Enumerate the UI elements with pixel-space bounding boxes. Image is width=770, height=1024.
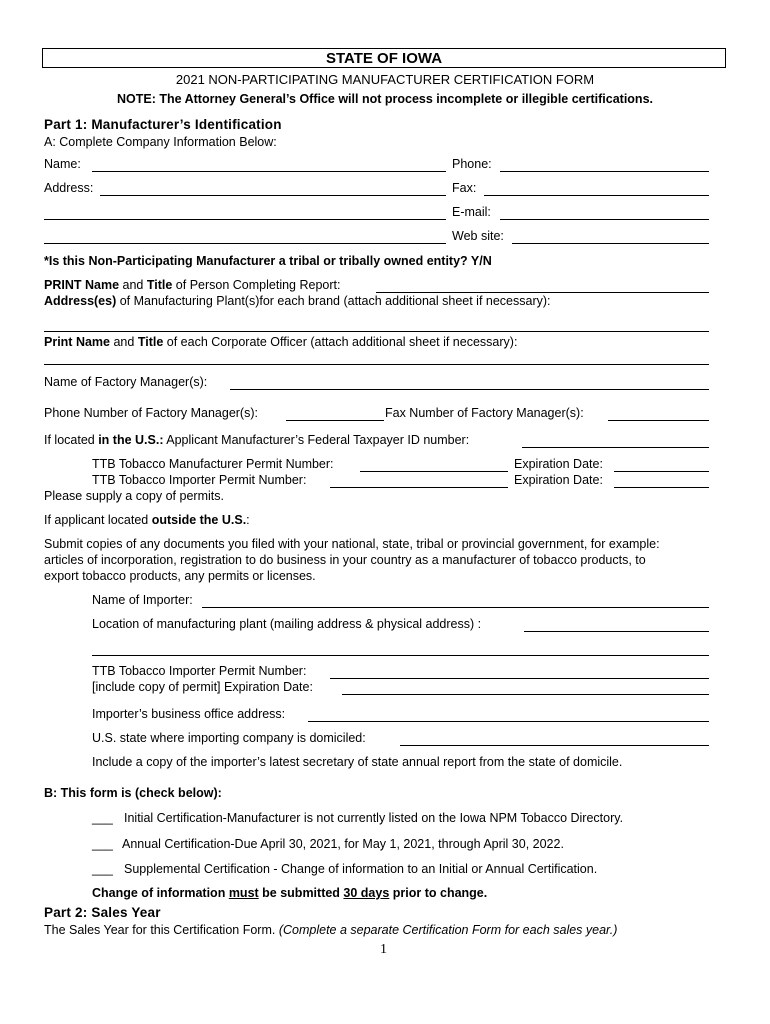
name-field[interactable]: [92, 171, 446, 172]
factory-phone-field[interactable]: [286, 420, 384, 421]
plant-address-field[interactable]: [44, 331, 709, 332]
print-name-rest: of Person Completing Report:: [172, 278, 341, 292]
factory-fax-field[interactable]: [608, 420, 709, 421]
outside-bold: outside the U.S.: [151, 513, 247, 527]
mfr-expiration-field[interactable]: [614, 471, 709, 472]
website-field[interactable]: [512, 243, 709, 244]
form-title: STATE OF IOWA: [42, 48, 726, 68]
us-rest: Applicant Manufacturer’s Federal Taxpayer ID number:: [163, 433, 470, 447]
print-title-bold: Title: [146, 278, 173, 292]
plant-location-field[interactable]: [524, 631, 709, 632]
print-name-label: [44, 278, 340, 292]
name-label: Name:: [44, 157, 81, 171]
form-subtitle: 2021 NON-PARTICIPATING MANUFACTURER CERTIFICATION FORM: [175, 72, 595, 87]
us-prefix: If located: [44, 433, 99, 447]
fax-label: Fax:: [452, 181, 477, 195]
officer-title-bold: Title: [137, 335, 164, 349]
change-must: must: [228, 886, 259, 900]
plant-location-field-line2[interactable]: [92, 655, 709, 656]
factory-manager-field[interactable]: [230, 389, 709, 390]
sales-year-text: [44, 923, 617, 937]
outside-us-label: [44, 513, 250, 527]
importer-name-label: Name of Importer:: [92, 593, 193, 607]
address-field-line2[interactable]: [44, 219, 446, 220]
outside-prefix: If applicant located: [44, 513, 152, 527]
officer-name-bold: Print Name: [44, 335, 110, 349]
supply-permits-note: Please supply a copy of permits.: [44, 489, 224, 503]
section-a-label: A: Complete Company Information Below:: [44, 135, 277, 149]
print-name-and: and: [119, 278, 147, 292]
change-info-note: [92, 886, 487, 900]
importer-office-field[interactable]: [308, 721, 709, 722]
outside-suffix: :: [246, 513, 250, 527]
submit-text-line2: articles of incorporation, registration to do business in your country as a manufacturer of tobacco products, to: [44, 553, 646, 567]
email-label: E-mail:: [452, 205, 491, 219]
tribal-question: *Is this Non-Participating Manufacturer a tribal or tribally owned entity? Y/N: [44, 254, 492, 268]
change-suffix: prior to change.: [389, 886, 488, 900]
ttb-importer-permit-label: TTB Tobacco Importer Permit Number:: [92, 664, 307, 678]
us-bold: in the U.S.:: [98, 433, 164, 447]
ttb-importer-permit-field[interactable]: [330, 678, 709, 679]
address-field[interactable]: [100, 195, 446, 196]
taxpayer-id-field[interactable]: [522, 447, 709, 448]
us-state-label: U.S. state where importing company is domiciled:: [92, 731, 366, 745]
factory-phone-label: Phone Number of Factory Manager(s):: [44, 406, 258, 420]
change-days: 30 days: [343, 886, 390, 900]
factory-manager-label: Name of Factory Manager(s):: [44, 375, 208, 389]
imp-expiration-field[interactable]: [614, 487, 709, 488]
importer-expiration-field[interactable]: [342, 694, 709, 695]
email-field[interactable]: [500, 219, 709, 220]
importer-office-label: Importer’s business office address:: [92, 707, 286, 721]
us-state-field[interactable]: [400, 745, 709, 746]
initial-checkbox[interactable]: ___: [92, 811, 113, 825]
print-name-field[interactable]: [376, 292, 709, 293]
officer-field[interactable]: [44, 364, 709, 365]
ttb-mfr-permit-label: TTB Tobacco Manufacturer Permit Number:: [92, 457, 334, 471]
officer-rest: of each Corporate Officer (attach additional sheet if necessary):: [163, 335, 518, 349]
officer-and: and: [110, 335, 138, 349]
mfr-expiration-label: Expiration Date:: [514, 457, 603, 471]
option-annual-label: Annual Certification-Due April 30, 2021, for May 1, 2021, through April 30, 2022.: [122, 837, 564, 851]
annual-checkbox[interactable]: ___: [92, 837, 113, 851]
ttb-imp-permit-label: TTB Tobacco Importer Permit Number:: [92, 473, 307, 487]
website-label: Web site:: [452, 229, 504, 243]
page-number: 1: [380, 942, 387, 957]
option-supplemental-label: Supplemental Certification - Change of information to an Initial or Annual Certification.: [124, 862, 598, 876]
part2-heading: Part 2: Sales Year: [44, 905, 161, 920]
fax-field[interactable]: [484, 195, 709, 196]
importer-name-field[interactable]: [202, 607, 709, 608]
address-label: Address:: [44, 181, 94, 195]
imp-expiration-label: Expiration Date:: [514, 473, 603, 487]
us-located-label: [44, 433, 469, 447]
supplemental-checkbox[interactable]: ___: [92, 862, 113, 876]
change-mid: be submitted: [258, 886, 344, 900]
plant-location-label: Location of manufacturing plant (mailing address & physical address) :: [92, 617, 482, 631]
plant-address-label: [44, 294, 551, 308]
section-b-label: B: This form is (check below):: [44, 786, 222, 800]
sales-year-italic: (Complete a separate Certification Form for each sales year.): [278, 923, 618, 937]
print-name-bold: PRINT Name: [44, 278, 120, 292]
phone-label: Phone:: [452, 157, 492, 171]
plant-address-bold: Address(es): [44, 294, 117, 308]
address-field-line3[interactable]: [44, 243, 446, 244]
ttb-imp-permit-field[interactable]: [330, 487, 508, 488]
include-copy-note: Include a copy of the importer’s latest secretary of state annual report from the state of domicile.: [92, 755, 623, 769]
form-note: NOTE: The Attorney General’s Office will not process incomplete or illegible certifications.: [117, 92, 653, 106]
ttb-mfr-permit-field[interactable]: [360, 471, 508, 472]
plant-address-rest: of Manufacturing Plant(s)for each brand (attach additional sheet if necessary):: [116, 294, 551, 308]
submit-text-line3: export tobacco products, any permits or licenses.: [44, 569, 316, 583]
phone-field[interactable]: [500, 171, 709, 172]
part1-heading: Part 1: Manufacturer’s Identification: [44, 117, 282, 132]
officer-label: [44, 335, 517, 349]
submit-text-line1: Submit copies of any documents you filed with your national, state, tribal or provincial government, for example:: [44, 537, 660, 551]
factory-fax-label: Fax Number of Factory Manager(s):: [385, 406, 584, 420]
include-copy-label: [include copy of permit] Expiration Date:: [92, 680, 313, 694]
sales-year-plain: The Sales Year for this Certification Form.: [44, 923, 279, 937]
option-initial-label: Initial Certification-Manufacturer is not currently listed on the Iowa NPM Tobacco Directory.: [124, 811, 624, 825]
change-prefix: Change of information: [92, 886, 229, 900]
